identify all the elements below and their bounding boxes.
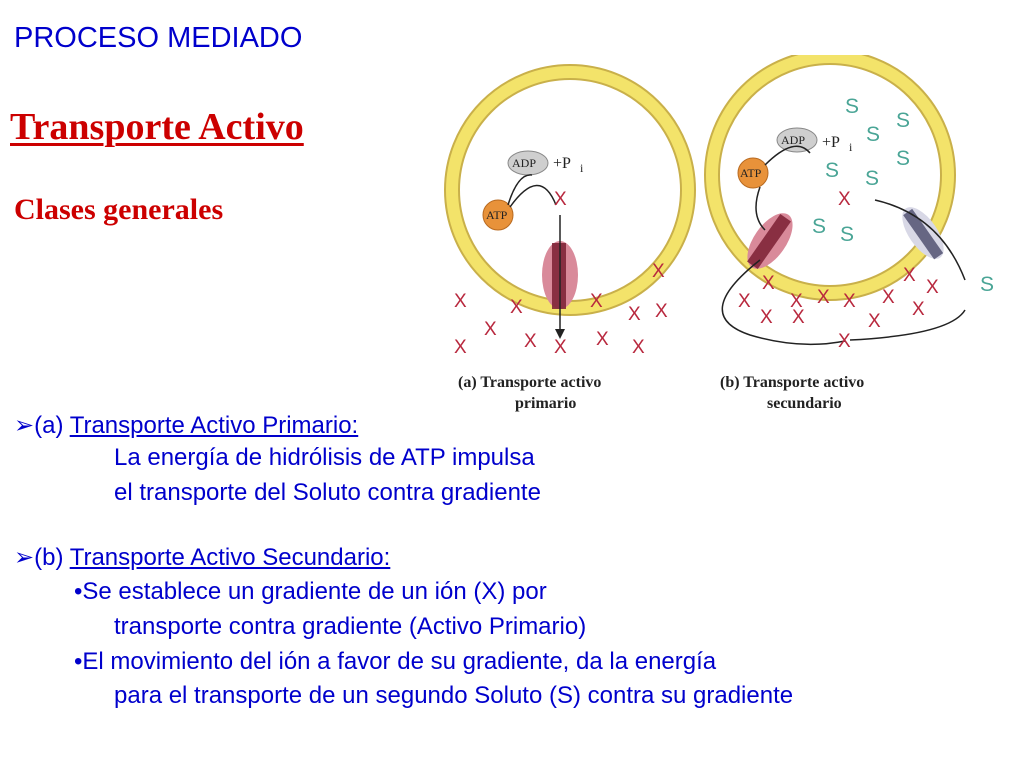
- bullet-a-line1: La energía de hidrólisis de ATP impulsa: [114, 444, 535, 471]
- caption-b-line1: (b) Transporte activo: [720, 374, 865, 391]
- svg-text:X: X: [524, 331, 537, 352]
- bullet-a-line2: el transporte del Soluto contra gradiente: [114, 479, 541, 506]
- svg-text:X: X: [882, 287, 895, 308]
- atp-label: ATP: [486, 208, 508, 222]
- svg-text:X: X: [838, 189, 851, 210]
- svg-text:S: S: [980, 273, 995, 296]
- bullet-b-heading: Transporte Activo Secundario:: [69, 544, 391, 571]
- svg-text:X: X: [903, 265, 916, 286]
- atp-icon-b: [738, 158, 768, 188]
- svg-text:S: S: [896, 147, 911, 170]
- svg-text:X: X: [762, 273, 775, 294]
- bullet-a-prefix: (a): [34, 412, 64, 439]
- svg-text:S: S: [896, 109, 911, 132]
- pi-subscript: i: [580, 161, 584, 175]
- svg-text:X: X: [652, 261, 665, 282]
- svg-text:ADP: ADP: [781, 133, 806, 147]
- svg-text:S: S: [865, 167, 880, 190]
- svg-text:X: X: [655, 301, 668, 322]
- svg-text:X: X: [817, 287, 830, 308]
- svg-text:X: X: [926, 277, 939, 298]
- caption-b-line2: secundario: [767, 395, 842, 412]
- bullet-b-item2-line2: para el transporte de un segundo Soluto (S) contra su gradiente: [114, 682, 794, 709]
- svg-text:X: X: [590, 291, 603, 312]
- page-subtitle: Clases generales: [14, 193, 224, 226]
- bullet-b: [14, 543, 390, 572]
- svg-text:S: S: [812, 215, 827, 238]
- svg-text:X: X: [868, 311, 881, 332]
- svg-text:X: X: [760, 307, 773, 328]
- svg-text:X: X: [843, 291, 856, 312]
- bullet-b-item1-line2: transporte contra gradiente (Activo Primario): [114, 613, 587, 640]
- svg-text:X: X: [792, 307, 805, 328]
- bullet-b-prefix: (b): [34, 544, 64, 571]
- adp-icon: [508, 151, 548, 175]
- svg-text:S: S: [845, 95, 860, 118]
- svg-text:X: X: [738, 291, 751, 312]
- bullet-a: [14, 411, 358, 440]
- adp-label: ADP: [512, 156, 537, 170]
- arrow-bullet-icon: ➢: [14, 412, 35, 439]
- svg-text:X: X: [484, 319, 497, 340]
- caption-a-line2: primario: [515, 395, 577, 412]
- svg-text:X: X: [790, 291, 803, 312]
- svg-text:X: X: [554, 337, 567, 358]
- arrow-bullet-icon: ➢: [14, 544, 35, 571]
- pi-label-b: +P: [822, 134, 840, 151]
- svg-text:S: S: [840, 223, 855, 246]
- svg-text:X: X: [454, 337, 467, 358]
- svg-text:X: X: [510, 297, 523, 318]
- bullet-a-heading: Transporte Activo Primario:: [69, 412, 359, 439]
- section-kicker: PROCESO MEDIADO: [14, 22, 303, 54]
- svg-text:X: X: [454, 291, 467, 312]
- pi-label: +P: [553, 155, 571, 172]
- svg-text:X: X: [632, 337, 645, 358]
- svg-text:ATP: ATP: [740, 166, 762, 180]
- svg-text:X: X: [628, 304, 641, 325]
- svg-text:X: X: [554, 189, 567, 210]
- svg-text:S: S: [866, 123, 881, 146]
- caption-a-line1: (a) Transporte activo: [458, 374, 602, 391]
- svg-text:S: S: [825, 159, 840, 182]
- adp-icon-b: [777, 128, 817, 152]
- bullet-b-item1-line1: •Se establece un gradiente de un ión (X) por: [74, 578, 547, 605]
- svg-text:X: X: [912, 299, 925, 320]
- bullet-b-item2-line1: •El movimiento del ión a favor de su gradiente, da la energía: [74, 648, 717, 675]
- svg-text:i: i: [849, 140, 853, 154]
- active-transport-diagram: [420, 55, 1020, 420]
- page-title: Transporte Activo: [10, 106, 304, 148]
- svg-text:X: X: [838, 331, 851, 352]
- svg-text:X: X: [596, 329, 609, 350]
